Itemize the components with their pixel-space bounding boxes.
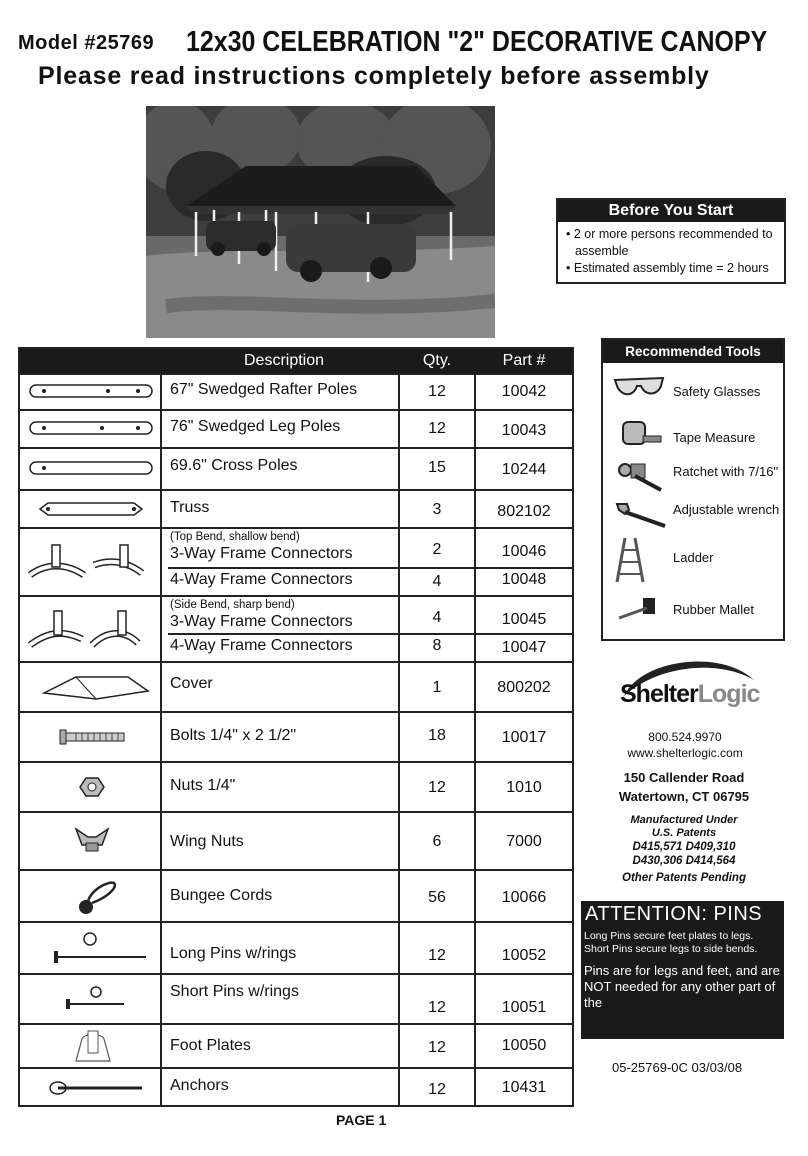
tool-label: Ratchet with 7/16" [673, 464, 779, 479]
part-number: 10048 [501, 571, 547, 588]
table-row [20, 1067, 572, 1107]
nut-icon [26, 775, 156, 799]
column-divider [160, 373, 162, 1105]
table-row [20, 711, 572, 761]
side-bend-connector-icon [26, 605, 160, 653]
table-row [20, 1023, 572, 1067]
part-description: Truss [170, 499, 210, 516]
part-qty: 12 [428, 1081, 446, 1098]
part-description: 4-Way Frame Connectors [170, 637, 353, 654]
address-line-1: 150 Callender Road [623, 770, 745, 785]
column-header-description: Description [243, 352, 325, 369]
tool-item [603, 500, 783, 536]
before-you-start-box [556, 198, 786, 284]
part-number: 10050 [501, 1037, 547, 1054]
recommended-tools-title: Recommended Tools [603, 340, 783, 363]
part-qty: 15 [428, 459, 446, 476]
table-row [20, 661, 572, 711]
part-qty: 6 [432, 833, 442, 850]
part-qty: 12 [428, 383, 446, 400]
long-pin-icon [26, 929, 156, 967]
page-number: PAGE 1 [336, 1112, 387, 1128]
part-number: 10017 [501, 729, 547, 746]
part-note: (Side Bend, sharp bend) [170, 599, 295, 611]
before-you-start-item: • Estimated assembly time = 2 hours [566, 261, 769, 275]
recommended-tools-box [601, 338, 785, 641]
part-number: 10066 [501, 889, 547, 906]
website-link[interactable]: www.shelterlogic.com [627, 746, 743, 760]
top-bend-connector-icon [26, 539, 160, 585]
column-divider [398, 373, 400, 1105]
logo-wordmark [620, 680, 759, 709]
attention-title: ATTENTION: PINS [585, 903, 763, 925]
phone-number: 800.524.9970 [648, 730, 722, 744]
cross-pole-icon [26, 458, 156, 478]
tool-label: Safety Glasses [673, 384, 761, 399]
model-number: Model #25769 [18, 32, 155, 54]
part-description: Wing Nuts [170, 833, 244, 850]
page-subtitle: Please read instructions completely before assembly [38, 62, 710, 90]
part-qty: 1 [432, 679, 442, 696]
part-description: Nuts 1/4" [170, 777, 236, 794]
part-description: 69.6" Cross Poles [170, 457, 298, 474]
canopy-photo [146, 106, 495, 338]
part-number: 10431 [501, 1079, 547, 1096]
part-number: 10052 [501, 947, 547, 964]
table-row [20, 869, 572, 921]
before-you-start-item: • 2 or more persons recommended to assemble [566, 227, 773, 258]
part-description: Short Pins w/rings [170, 983, 299, 1000]
rafter-pole-icon [26, 381, 156, 401]
part-note: (Top Bend, shallow bend) [170, 531, 300, 543]
part-qty: 2 [432, 541, 442, 558]
part-description: 67" Swedged Rafter Poles [170, 381, 358, 398]
part-number: 10047 [501, 639, 547, 656]
part-description: Foot Plates [170, 1037, 251, 1054]
column-header-part: Part # [502, 352, 546, 369]
short-pin-icon [26, 983, 156, 1015]
table-row [20, 409, 572, 447]
patent-line: D430,306 D414,564 [632, 855, 736, 867]
tool-label: Rubber Mallet [673, 602, 754, 617]
table-row [20, 489, 572, 527]
part-qty: 12 [428, 1039, 446, 1056]
attention-line: Long Pins secure feet plates to legs. [584, 930, 754, 942]
table-row [20, 761, 572, 811]
part-description: Anchors [170, 1077, 229, 1094]
tool-label: Adjustable wrench [673, 502, 780, 517]
tool-label: Tape Measure [673, 430, 756, 445]
safety-glasses-icon [613, 372, 665, 402]
table-row [20, 811, 572, 869]
part-number: 10046 [501, 543, 547, 560]
anchor-icon [26, 1077, 156, 1099]
foot-plate-icon [26, 1029, 156, 1065]
ladder-icon [613, 536, 653, 584]
part-description: Bungee Cords [170, 887, 273, 904]
part-number: 1010 [506, 779, 542, 796]
part-description: Long Pins w/rings [170, 945, 297, 962]
parts-table-header [20, 349, 572, 373]
part-qty: 4 [432, 573, 442, 590]
table-row [20, 973, 572, 1023]
part-qty: 3 [432, 501, 442, 518]
tape-measure-icon [613, 418, 665, 448]
table-row [20, 373, 572, 409]
patent-line: D415,571 D409,310 [632, 841, 736, 853]
part-qty: 12 [428, 999, 446, 1016]
part-number: 10045 [501, 611, 547, 628]
part-number: 10042 [501, 383, 547, 400]
part-number: 10244 [501, 461, 547, 478]
part-description: 3-Way Frame Connectors [170, 613, 353, 630]
column-header-qty: Qty. [422, 352, 452, 369]
table-row [20, 447, 572, 489]
part-qty: 8 [432, 637, 442, 654]
tool-item [603, 596, 783, 626]
patent-line: U.S. Patents [651, 827, 717, 839]
tool-item [603, 418, 783, 454]
parts-table [18, 347, 574, 1107]
row-divider [168, 633, 572, 635]
part-number: 800202 [497, 679, 551, 696]
part-description: 76" Swedged Leg Poles [170, 418, 341, 435]
cover-icon [26, 671, 156, 705]
row-divider [168, 567, 572, 569]
tool-item [603, 372, 783, 408]
mallet-icon [613, 596, 665, 622]
tool-item [603, 460, 783, 500]
bolt-icon [26, 727, 156, 747]
page-title: 12x30 CELEBRATION "2" DECORATIVE CANOPY [186, 26, 768, 58]
part-number: 10051 [501, 999, 547, 1016]
part-qty: 56 [428, 889, 446, 906]
attention-bold-text: Pins are for legs and feet, and are NOT needed for any other part of the [584, 963, 780, 1010]
table-row-group [20, 527, 572, 595]
truss-icon [26, 499, 156, 519]
part-qty: 18 [428, 727, 446, 744]
tool-label: Ladder [673, 550, 714, 565]
logo-word-light: Logic [697, 680, 760, 708]
part-qty: 4 [432, 609, 442, 626]
address-line-2: Watertown, CT 06795 [618, 789, 750, 804]
table-row [20, 921, 572, 973]
part-description: 4-Way Frame Connectors [170, 571, 353, 588]
part-description: 3-Way Frame Connectors [170, 545, 353, 562]
bungee-cord-icon [26, 875, 156, 917]
ratchet-icon [613, 460, 669, 494]
patent-line: Manufactured Under [630, 814, 738, 826]
part-description: Cover [170, 675, 213, 692]
table-row-group [20, 595, 572, 661]
part-number: 802102 [497, 503, 551, 520]
tool-item [603, 536, 783, 586]
part-number: 7000 [506, 833, 542, 850]
part-qty: 12 [428, 779, 446, 796]
wrench-icon [613, 500, 669, 530]
part-number: 10043 [501, 422, 547, 439]
logo-word-dark: Shelter [620, 680, 698, 708]
part-description: Bolts 1/4" x 2 1/2" [170, 727, 297, 744]
before-you-start-title: Before You Start [558, 200, 784, 222]
patents-pending: Other Patents Pending [622, 872, 746, 884]
wing-nut-icon [26, 825, 156, 855]
part-qty: 12 [428, 947, 446, 964]
attention-line: Short Pins secure legs to side bends. [584, 943, 758, 955]
leg-pole-icon [26, 418, 156, 438]
column-divider [474, 373, 476, 1105]
attention-pins-box [581, 901, 784, 1039]
document-number: 05-25769-0C 03/03/08 [612, 1060, 743, 1075]
part-qty: 12 [428, 420, 446, 437]
